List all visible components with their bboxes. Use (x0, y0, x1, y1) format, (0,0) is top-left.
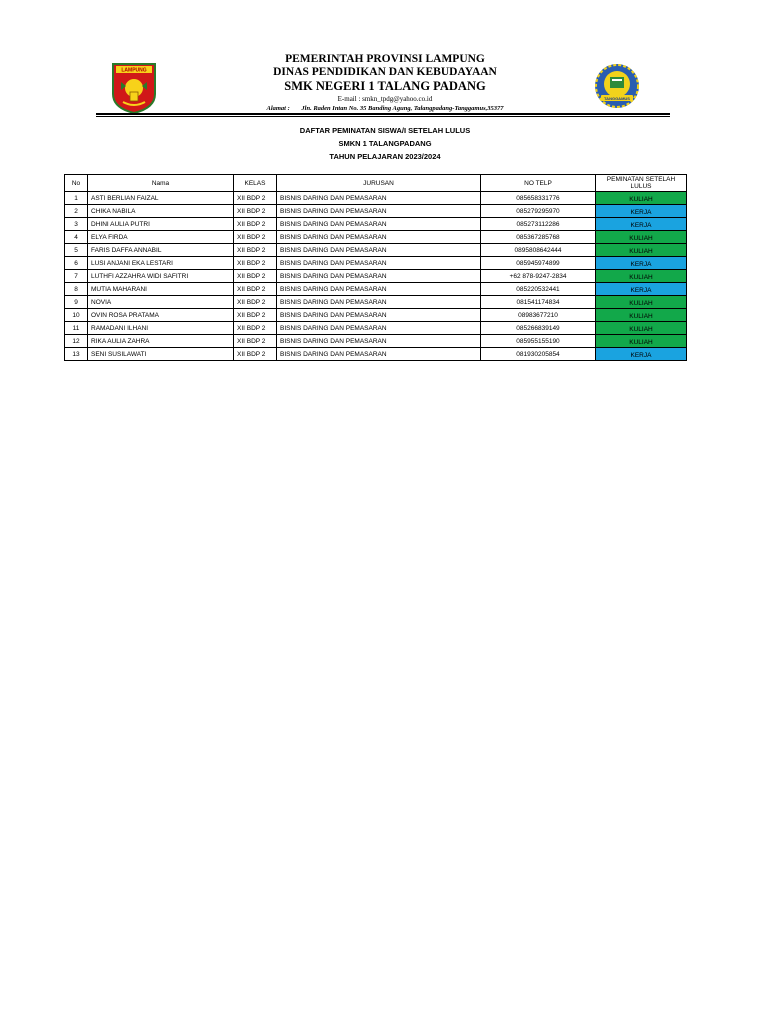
cell-kelas: XII BDP 2 (234, 218, 277, 231)
peminatan-label: KULIAH (629, 326, 653, 333)
peminatan-label: KULIAH (629, 248, 653, 255)
cell-kelas: XII BDP 2 (234, 322, 277, 335)
cell-telp: 085955155190 (481, 335, 596, 348)
cell-telp: 081930205854 (481, 348, 596, 361)
cell-kelas: XII BDP 2 (234, 348, 277, 361)
cell-jurusan: BISNIS DARING DAN PEMASARAN (277, 244, 481, 257)
cell-jurusan: BISNIS DARING DAN PEMASARAN (277, 231, 481, 244)
cell-peminatan (596, 309, 687, 322)
cell-no: 3 (65, 218, 88, 231)
cell-peminatan (596, 257, 687, 270)
cell-kelas: XII BDP 2 (234, 335, 277, 348)
cell-jurusan: BISNIS DARING DAN PEMASARAN (277, 283, 481, 296)
cell-no: 7 (65, 270, 88, 283)
table-row (65, 309, 687, 322)
cell-jurusan: BISNIS DARING DAN PEMASARAN (277, 270, 481, 283)
cell-telp: +62 878-9247-2834 (481, 270, 596, 283)
cell-jurusan: BISNIS DARING DAN PEMASARAN (277, 348, 481, 361)
peminatan-label: KULIAH (629, 274, 653, 281)
cell-no: 11 (65, 322, 88, 335)
col-header-no: No (65, 175, 88, 192)
cell-telp: 085279295970 (481, 205, 596, 218)
table-row (65, 231, 687, 244)
table-row (65, 270, 687, 283)
cell-telp: 0895808642444 (481, 244, 596, 257)
cell-peminatan (596, 322, 687, 335)
table-row (65, 205, 687, 218)
cell-telp: 08983677210 (481, 309, 596, 322)
cell-no: 9 (65, 296, 88, 309)
table-row (65, 348, 687, 361)
letterhead-divider-thin (96, 116, 670, 117)
cell-kelas: XII BDP 2 (234, 296, 277, 309)
table-row (65, 322, 687, 335)
cell-peminatan (596, 231, 687, 244)
table-row (65, 192, 687, 205)
tanggamus-emblem-logo (589, 62, 645, 110)
lampung-logo-text: LAMPUNG (121, 67, 147, 74)
cell-peminatan (596, 296, 687, 309)
col-header-jurusan: JURUSAN (277, 175, 481, 192)
cell-jurusan: BISNIS DARING DAN PEMASARAN (277, 218, 481, 231)
address-label: Alamat : (266, 105, 290, 112)
cell-no: 1 (65, 192, 88, 205)
cell-kelas: XII BDP 2 (234, 257, 277, 270)
peminatan-label: KULIAH (629, 313, 653, 320)
cell-peminatan (596, 348, 687, 361)
table-row (65, 296, 687, 309)
cell-nama: FARIS DAFFA ANNABIL (88, 244, 234, 257)
cell-telp: 081541174834 (481, 296, 596, 309)
cell-nama: RAMADANI ILHANI (88, 322, 234, 335)
document-titles (200, 124, 570, 163)
cell-nama: MUTIA MAHARANI (88, 283, 234, 296)
col-header-kelas: KELAS (234, 175, 277, 192)
document-title: DAFTAR PEMINATAN SISWA/I SETELAH LULUS (299, 126, 471, 135)
cell-jurusan: BISNIS DARING DAN PEMASARAN (277, 335, 481, 348)
cell-no: 6 (65, 257, 88, 270)
letterhead-divider-thick (96, 113, 670, 115)
cell-no: 2 (65, 205, 88, 218)
cell-nama: ASTI BERLIAN FAIZAL (88, 192, 234, 205)
cell-telp: 085945974899 (481, 257, 596, 270)
cell-telp: 085367285768 (481, 231, 596, 244)
cell-peminatan (596, 283, 687, 296)
cell-nama: ELYA FIRDA (88, 231, 234, 244)
cell-no: 12 (65, 335, 88, 348)
cell-telp: 085220532441 (481, 283, 596, 296)
peminatan-label: KULIAH (629, 235, 653, 242)
cell-jurusan: BISNIS DARING DAN PEMASARAN (277, 192, 481, 205)
col-header-telp: NO TELP (481, 175, 596, 192)
cell-jurusan: BISNIS DARING DAN PEMASARAN (277, 205, 481, 218)
cell-jurusan: BISNIS DARING DAN PEMASARAN (277, 309, 481, 322)
table-row (65, 218, 687, 231)
table-row (65, 283, 687, 296)
cell-peminatan (596, 192, 687, 205)
cell-no: 13 (65, 348, 88, 361)
tanggamus-logo-text: TANGGAMUS (604, 95, 630, 101)
col-header-peminatan: PEMINATAN SETELAH LULUS (596, 175, 687, 192)
peminatan-label: KERJA (630, 287, 652, 294)
letterhead-government: PEMERINTAH PROVINSI LAMPUNG (285, 53, 485, 65)
student-interest-table (64, 174, 687, 361)
lampung-emblem-logo (109, 60, 159, 114)
cell-nama: SENI SUSILAWATI (88, 348, 234, 361)
cell-no: 8 (65, 283, 88, 296)
peminatan-label: KERJA (630, 261, 652, 268)
peminatan-label: KERJA (630, 209, 652, 216)
peminatan-label: KULIAH (629, 300, 653, 307)
table-row (65, 257, 687, 270)
table-header-row (65, 175, 687, 192)
cell-kelas: XII BDP 2 (234, 205, 277, 218)
cell-peminatan (596, 335, 687, 348)
table-row (65, 244, 687, 257)
table-row (65, 335, 687, 348)
col-header-nama: Nama (88, 175, 234, 192)
cell-nama: LUSI ANJANI EKA LESTARI (88, 257, 234, 270)
document-school: SMKN 1 TALANGPADANG (338, 139, 432, 148)
address-text: Jln. Raden Intan No. 35 Banding Agung, Talangpadang-Tanggamus,35377 (301, 105, 504, 112)
cell-no: 5 (65, 244, 88, 257)
letterhead-school-name: SMK NEGERI 1 TALANG PADANG (284, 79, 486, 93)
letterhead-email: E-mail : smkn_tpdg@yahoo.co.id (337, 95, 433, 103)
cell-jurusan: BISNIS DARING DAN PEMASARAN (277, 257, 481, 270)
cell-no: 4 (65, 231, 88, 244)
document-year: TAHUN PELAJARAN 2023/2024 (329, 152, 441, 161)
cell-peminatan (596, 244, 687, 257)
cell-telp: 085658331776 (481, 192, 596, 205)
peminatan-label: KULIAH (629, 196, 653, 203)
peminatan-label: KULIAH (629, 339, 653, 346)
letterhead (200, 53, 570, 114)
cell-kelas: XII BDP 2 (234, 244, 277, 257)
cell-jurusan: BISNIS DARING DAN PEMASARAN (277, 296, 481, 309)
cell-nama: OVIN ROSA PRATAMA (88, 309, 234, 322)
cell-nama: LUTHFI AZZAHRA WIDI SAFITRI (88, 270, 234, 283)
cell-no: 10 (65, 309, 88, 322)
cell-peminatan (596, 270, 687, 283)
cell-kelas: XII BDP 2 (234, 309, 277, 322)
cell-peminatan (596, 205, 687, 218)
cell-telp: 085266839149 (481, 322, 596, 335)
letterhead-department: DINAS PENDIDIKAN DAN KEBUDAYAAN (273, 66, 497, 78)
peminatan-label: KERJA (630, 222, 652, 229)
cell-jurusan: BISNIS DARING DAN PEMASARAN (277, 322, 481, 335)
peminatan-label: KERJA (630, 352, 652, 359)
cell-kelas: XII BDP 2 (234, 270, 277, 283)
cell-nama: NOVIA (88, 296, 234, 309)
cell-telp: 085273112286 (481, 218, 596, 231)
cell-kelas: XII BDP 2 (234, 283, 277, 296)
cell-kelas: XII BDP 2 (234, 192, 277, 205)
cell-nama: DHINI AULIA PUTRI (88, 218, 234, 231)
cell-nama: RIKA AULIA ZAHRA (88, 335, 234, 348)
cell-kelas: XII BDP 2 (234, 231, 277, 244)
cell-nama: CHIKA NABILA (88, 205, 234, 218)
cell-peminatan (596, 218, 687, 231)
